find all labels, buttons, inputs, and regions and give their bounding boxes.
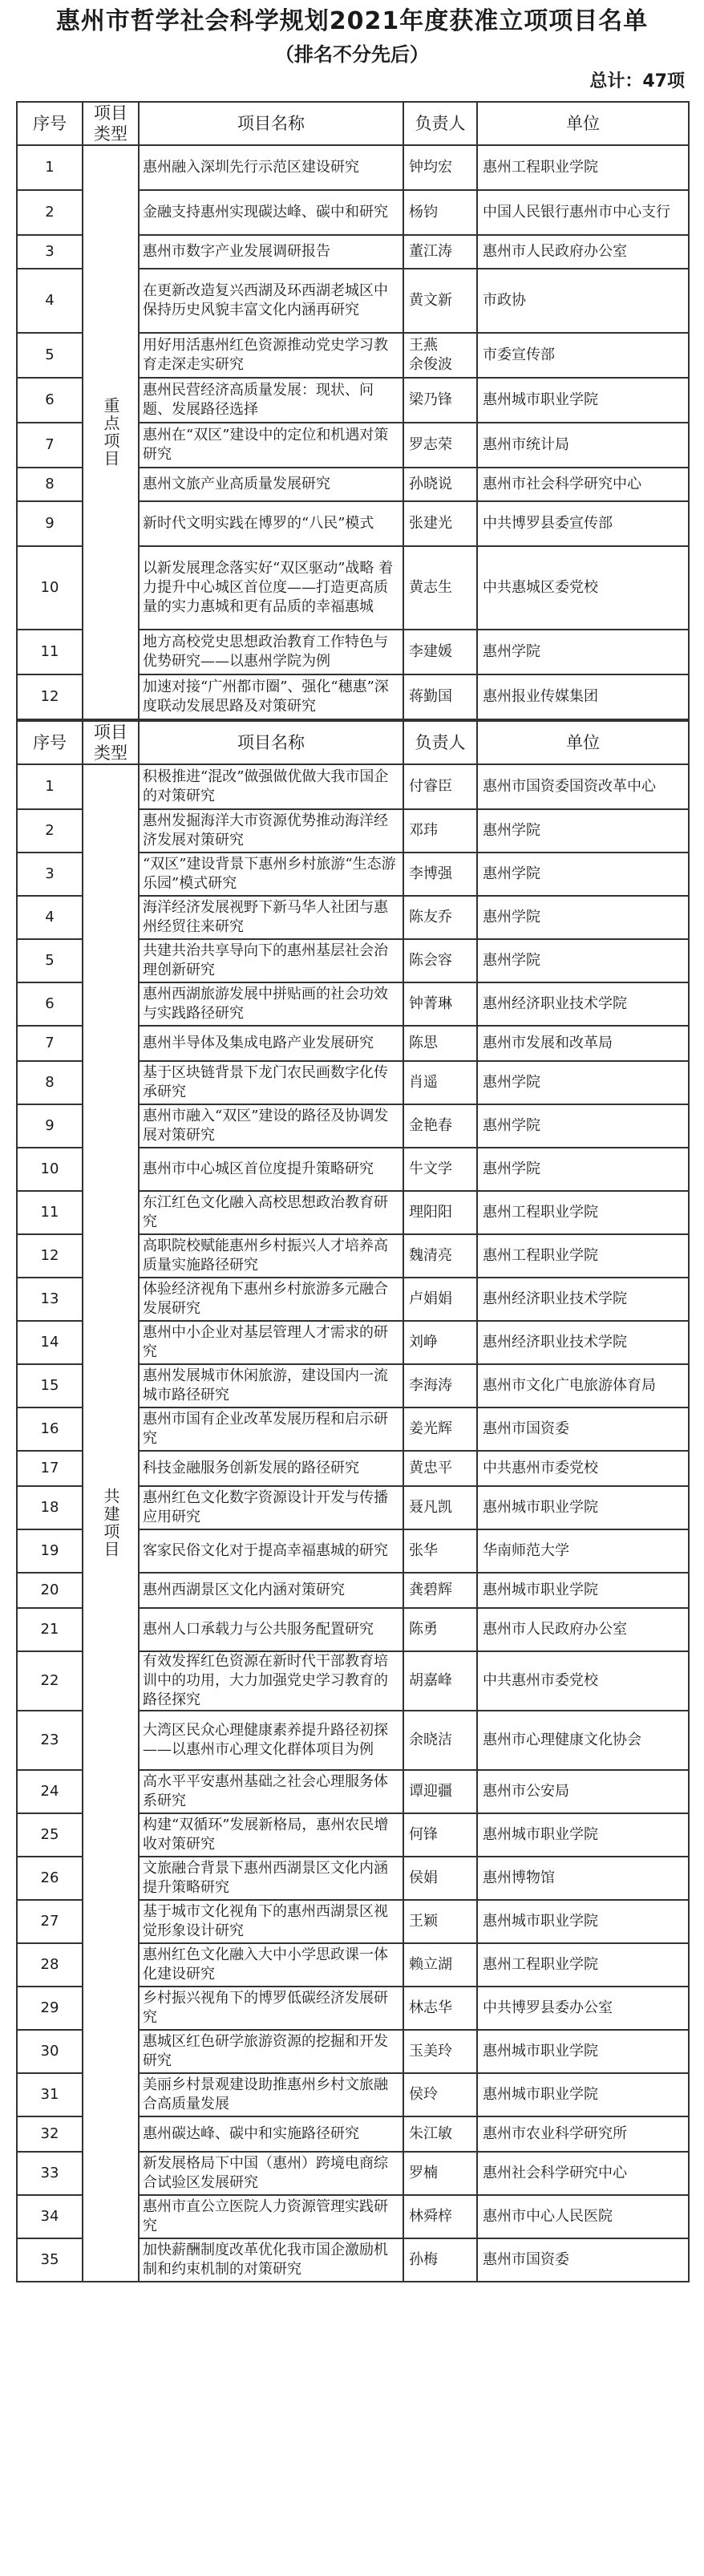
project-leader: 牛文学 <box>403 1148 477 1191</box>
project-leader: 黄志生 <box>403 546 477 630</box>
project-unit: 惠州城市职业学院 <box>477 1900 689 1943</box>
project-unit: 惠州博物馆 <box>477 1857 689 1900</box>
project-name: 科技金融服务创新发展的路径研究 <box>139 1451 403 1486</box>
col-header-name: 项目名称 <box>139 102 403 145</box>
table-header-row <box>17 102 689 145</box>
project-name: 美丽乡村景观建设助推惠州乡村文旅融合高质量发展 <box>139 2073 403 2116</box>
project-unit: 惠州学院 <box>477 1061 689 1104</box>
row-number: 1 <box>17 764 83 809</box>
row-number: 7 <box>17 423 83 468</box>
row-number: 27 <box>17 1900 83 1943</box>
project-leader: 卢娟娟 <box>403 1278 477 1321</box>
table-row <box>17 145 689 190</box>
project-leader: 金艳春 <box>403 1104 477 1148</box>
project-leader: 李建媛 <box>403 630 477 674</box>
key-projects-table <box>16 101 690 720</box>
row-number: 19 <box>17 1529 83 1573</box>
row-number: 4 <box>17 269 83 333</box>
project-unit: 惠州市文化广电旅游体育局 <box>477 1364 689 1407</box>
col-header-unit: 单位 <box>477 721 689 764</box>
row-number: 32 <box>17 2116 83 2152</box>
row-number: 10 <box>17 1148 83 1191</box>
row-number: 1 <box>17 145 83 190</box>
row-number: 3 <box>17 235 83 269</box>
project-name: 惠州在“双区”建设中的定位和机遇对策研究 <box>139 423 403 468</box>
col-header-person: 负责人 <box>403 721 477 764</box>
project-unit: 惠州经济职业技术学院 <box>477 982 689 1026</box>
row-number: 35 <box>17 2238 83 2282</box>
row-number: 15 <box>17 1364 83 1407</box>
row-number: 28 <box>17 1943 83 1987</box>
project-leader: 王颖 <box>403 1900 477 1943</box>
project-unit: 惠州社会科学研究中心 <box>477 2152 689 2195</box>
project-leader: 陈友乔 <box>403 896 477 939</box>
project-unit: 惠州市社会科学研究中心 <box>477 468 689 501</box>
project-name: 惠州市国有企业改革发展历程和启示研究 <box>139 1407 403 1451</box>
row-number: 7 <box>17 1026 83 1061</box>
project-unit: 惠州市国资委 <box>477 2238 689 2282</box>
project-name: 惠州市中心城区首位度提升策略研究 <box>139 1148 403 1191</box>
project-unit: 惠州学院 <box>477 630 689 674</box>
project-leader: 李海涛 <box>403 1364 477 1407</box>
project-leader: 罗志荣 <box>403 423 477 468</box>
project-name: 高水平平安惠州基础之社会心理服务体系研究 <box>139 1770 403 1813</box>
project-name: 乡村振兴视角下的博罗低碳经济发展研究 <box>139 1987 403 2030</box>
project-name: 惠州融入深圳先行示范区建设研究 <box>139 145 403 190</box>
project-unit: 惠州工程职业学院 <box>477 1943 689 1987</box>
project-unit: 惠州市心理健康文化协会 <box>477 1711 689 1770</box>
row-number: 16 <box>17 1407 83 1451</box>
col-header-person: 负责人 <box>403 102 477 145</box>
project-name: 新发展格局下中国（惠州）跨境电商综合试验区发展研究 <box>139 2152 403 2195</box>
project-name: 惠州人口承载力与公共服务配置研究 <box>139 1608 403 1651</box>
row-number: 8 <box>17 468 83 501</box>
project-unit: 惠州工程职业学院 <box>477 145 689 190</box>
project-unit: 惠州学院 <box>477 896 689 939</box>
project-unit: 惠州市国资委国资改革中心 <box>477 764 689 809</box>
row-number: 18 <box>17 1486 83 1529</box>
row-number: 3 <box>17 853 83 896</box>
project-unit: 中国人民银行惠州市中心支行 <box>477 190 689 235</box>
project-name: 惠州西湖旅游发展中拼贴画的社会功效与实践路径研究 <box>139 982 403 1026</box>
project-unit: 惠州市人民政府办公室 <box>477 235 689 269</box>
project-unit: 惠州市国资委 <box>477 1407 689 1451</box>
row-number: 17 <box>17 1451 83 1486</box>
project-unit: 惠州学院 <box>477 809 689 853</box>
row-number: 14 <box>17 1321 83 1364</box>
project-leader: 张华 <box>403 1529 477 1573</box>
row-number: 21 <box>17 1608 83 1651</box>
project-type-cell: 重点项目 <box>83 145 139 719</box>
project-leader: 蒋勤国 <box>403 674 477 719</box>
project-name: 惠州红色文化数字资源设计开发与传播应用研究 <box>139 1486 403 1529</box>
project-unit: 惠州学院 <box>477 1104 689 1148</box>
row-number: 26 <box>17 1857 83 1900</box>
project-unit: 中共惠州市委党校 <box>477 1651 689 1711</box>
document-subtitle: （排名不分先后） <box>275 43 429 66</box>
row-number: 11 <box>17 1191 83 1234</box>
project-name: 大湾区民众心理健康素养提升路径初探——以惠州市心理文化群体项目为例 <box>139 1711 403 1770</box>
row-number: 31 <box>17 2073 83 2116</box>
project-leader: 刘峥 <box>403 1321 477 1364</box>
project-name: 加快薪酬制度改革优化我市国企激励机制和约束机制的对策研究 <box>139 2238 403 2282</box>
project-unit: 惠州市农业科学研究所 <box>477 2116 689 2152</box>
project-leader: 邓玮 <box>403 809 477 853</box>
project-name: 体验经济视角下惠州乡村旅游多元融合发展研究 <box>139 1278 403 1321</box>
project-name: 积极推进“混改”做强做优做大我市国企的对策研究 <box>139 764 403 809</box>
project-leader: 侯娟 <box>403 1857 477 1900</box>
project-name: 共建共治共享导向下的惠州基层社会治理创新研究 <box>139 939 403 982</box>
project-unit: 中共惠州市委党校 <box>477 1451 689 1486</box>
table-header-row <box>17 721 689 764</box>
project-unit: 惠州市人民政府办公室 <box>477 1608 689 1651</box>
project-unit: 惠州学院 <box>477 1148 689 1191</box>
project-unit: 惠州工程职业学院 <box>477 1234 689 1278</box>
project-name: 惠州发展城市休闲旅游，建设国内一流城市路径研究 <box>139 1364 403 1407</box>
project-name: 金融支持惠州实现碳达峰、碳中和研究 <box>139 190 403 235</box>
project-unit: 惠州城市职业学院 <box>477 378 689 423</box>
project-leader: 陈会容 <box>403 939 477 982</box>
project-unit: 中共惠城区委党校 <box>477 546 689 630</box>
project-leader: 钟均宏 <box>403 145 477 190</box>
project-leader: 龚碧辉 <box>403 1573 477 1608</box>
project-leader: 余晓洁 <box>403 1711 477 1770</box>
project-leader: 何锋 <box>403 1813 477 1857</box>
project-name: 惠州市数字产业发展调研报告 <box>139 235 403 269</box>
project-leader: 钟菁琳 <box>403 982 477 1026</box>
project-name: 新时代文明实践在博罗的“八民”模式 <box>139 501 403 546</box>
project-name: 基于区块链背景下龙门农民画数字化传承研究 <box>139 1061 403 1104</box>
project-unit: 惠州城市职业学院 <box>477 1813 689 1857</box>
project-name: 构建“双循环”发展新格局，惠州农民增收对策研究 <box>139 1813 403 1857</box>
project-name: 惠州碳达峰、碳中和实施路径研究 <box>139 2116 403 2152</box>
project-unit: 中共博罗县委办公室 <box>477 1987 689 2030</box>
col-header-unit: 单位 <box>477 102 689 145</box>
row-number: 20 <box>17 1573 83 1608</box>
project-unit: 惠州学院 <box>477 853 689 896</box>
project-unit: 惠州城市职业学院 <box>477 1486 689 1529</box>
row-number: 13 <box>17 1278 83 1321</box>
project-unit: 市政协 <box>477 269 689 333</box>
project-unit: 惠州经济职业技术学院 <box>477 1321 689 1364</box>
project-leader: 李博强 <box>403 853 477 896</box>
project-type-cell: 共建项目 <box>83 764 139 2282</box>
col-header-no: 序号 <box>17 721 83 764</box>
project-name: 客家民俗文化对于提高幸福惠城的研究 <box>139 1529 403 1573</box>
project-leader: 王燕 余俊波 <box>403 333 477 378</box>
project-unit: 惠州报业传媒集团 <box>477 674 689 719</box>
row-number: 4 <box>17 896 83 939</box>
row-number: 2 <box>17 809 83 853</box>
project-name: 惠州民营经济高质量发展：现状、问题、发展路径选择 <box>139 378 403 423</box>
project-leader: 玉美玲 <box>403 2030 477 2073</box>
joint-projects-body <box>17 764 689 2282</box>
project-name: 惠州文旅产业高质量发展研究 <box>139 468 403 501</box>
project-name: 高职院校赋能惠州乡村振兴人才培养高质量实施路径研究 <box>139 1234 403 1278</box>
row-number: 9 <box>17 1104 83 1148</box>
row-number: 25 <box>17 1813 83 1857</box>
row-number: 12 <box>17 674 83 719</box>
project-unit: 华南师范大学 <box>477 1529 689 1573</box>
project-leader: 孙晓说 <box>403 468 477 501</box>
project-name: 惠城区红色研学旅游资源的挖掘和开发研究 <box>139 2030 403 2073</box>
total-count: 总计：47项 <box>589 71 685 91</box>
row-number: 23 <box>17 1711 83 1770</box>
row-number: 8 <box>17 1061 83 1104</box>
project-leader: 谭迎疆 <box>403 1770 477 1813</box>
project-leader: 付睿臣 <box>403 764 477 809</box>
project-leader: 梁乃锋 <box>403 378 477 423</box>
row-number: 9 <box>17 501 83 546</box>
row-number: 6 <box>17 378 83 423</box>
row-number: 10 <box>17 546 83 630</box>
project-unit: 惠州学院 <box>477 939 689 982</box>
project-name: 惠州发掘海洋大市资源优势推动海洋经济发展对策研究 <box>139 809 403 853</box>
project-unit: 惠州城市职业学院 <box>477 2030 689 2073</box>
project-name: 基于城市文化视角下的惠州西湖景区视觉形象设计研究 <box>139 1900 403 1943</box>
project-leader: 聂凡凯 <box>403 1486 477 1529</box>
project-unit: 惠州经济职业技术学院 <box>477 1278 689 1321</box>
project-leader: 胡嘉峰 <box>403 1651 477 1711</box>
project-leader: 罗楠 <box>403 2152 477 2195</box>
project-name: 地方高校党史思想政治教育工作特色与优势研究——以惠州学院为例 <box>139 630 403 674</box>
project-unit: 惠州城市职业学院 <box>477 1573 689 1608</box>
project-name: 用好用活惠州红色资源推动党史学习教育走深走实研究 <box>139 333 403 378</box>
project-unit: 惠州工程职业学院 <box>477 1191 689 1234</box>
project-name: 惠州西湖景区文化内涵对策研究 <box>139 1573 403 1608</box>
project-name: 文旅融合背景下惠州西湖景区文化内涵提升策略研究 <box>139 1857 403 1900</box>
row-number: 29 <box>17 1987 83 2030</box>
project-leader: 赖立湖 <box>403 1943 477 1987</box>
project-leader: 黄忠平 <box>403 1451 477 1486</box>
row-number: 22 <box>17 1651 83 1711</box>
project-leader: 林舜梓 <box>403 2195 477 2238</box>
col-header-type: 项目类型 <box>83 721 139 764</box>
project-name: 惠州市直公立医院人力资源管理实践研究 <box>139 2195 403 2238</box>
project-leader: 理阳阳 <box>403 1191 477 1234</box>
project-leader: 陈勇 <box>403 1608 477 1651</box>
col-header-type: 项目类型 <box>83 102 139 145</box>
project-unit: 惠州市统计局 <box>477 423 689 468</box>
project-name: 有效发挥红色资源在新时代干部教育培训中的功用，大力加强党史学习教育的路径探究 <box>139 1651 403 1711</box>
project-unit: 市委宣传部 <box>477 333 689 378</box>
row-number: 24 <box>17 1770 83 1813</box>
project-unit: 惠州市发展和改革局 <box>477 1026 689 1061</box>
row-number: 33 <box>17 2152 83 2195</box>
project-leader: 侯玲 <box>403 2073 477 2116</box>
project-name: 惠州市融入“双区”建设的路径及协调发展对策研究 <box>139 1104 403 1148</box>
key-projects-body <box>17 145 689 719</box>
document-title: 惠州市哲学社会科学规划2021年度获准立项项目名单 <box>55 7 649 35</box>
col-header-name: 项目名称 <box>139 721 403 764</box>
project-name: 在更新改造复兴西湖及环西湖老城区中保持历史风貌丰富文化内涵再研究 <box>139 269 403 333</box>
project-leader: 张建光 <box>403 501 477 546</box>
row-number: 6 <box>17 982 83 1026</box>
row-number: 30 <box>17 2030 83 2073</box>
row-number: 34 <box>17 2195 83 2238</box>
project-leader: 姜光辉 <box>403 1407 477 1451</box>
project-leader: 黄文新 <box>403 269 477 333</box>
project-leader: 董江涛 <box>403 235 477 269</box>
row-number: 11 <box>17 630 83 674</box>
project-leader: 魏清亮 <box>403 1234 477 1278</box>
project-name: 海洋经济发展视野下新马华人社团与惠州经贸往来研究 <box>139 896 403 939</box>
project-unit: 中共博罗县委宣传部 <box>477 501 689 546</box>
project-name: 东江红色文化融入高校思想政治教育研究 <box>139 1191 403 1234</box>
project-name: 惠州中小企业对基层管理人才需求的研究 <box>139 1321 403 1364</box>
col-header-no: 序号 <box>17 102 83 145</box>
project-unit: 惠州市公安局 <box>477 1770 689 1813</box>
row-number: 5 <box>17 939 83 982</box>
project-name: 惠州半导体及集成电路产业发展研究 <box>139 1026 403 1061</box>
row-number: 2 <box>17 190 83 235</box>
project-unit: 惠州城市职业学院 <box>477 2073 689 2116</box>
project-leader: 孙梅 <box>403 2238 477 2282</box>
project-name: “双区”建设背景下惠州乡村旅游“生态游乐园”模式研究 <box>139 853 403 896</box>
project-leader: 朱江敏 <box>403 2116 477 2152</box>
project-unit: 惠州市中心人民医院 <box>477 2195 689 2238</box>
joint-projects-table <box>16 720 690 2282</box>
project-leader: 陈思 <box>403 1026 477 1061</box>
project-name: 以新发展理念落实好“双区驱动”战略 着力提升中心城区首位度——打造更高质量的实力惠城和更有品质的幸福惠城 <box>139 546 403 630</box>
project-leader: 杨钧 <box>403 190 477 235</box>
project-name: 加速对接“广州都市圈”、强化“穗惠”深度联动发展思路及对策研究 <box>139 674 403 719</box>
table-row <box>17 764 689 809</box>
row-number: 5 <box>17 333 83 378</box>
row-number: 12 <box>17 1234 83 1278</box>
project-name: 惠州红色文化融入大中小学思政课一体化建设研究 <box>139 1943 403 1987</box>
project-leader: 林志华 <box>403 1987 477 2030</box>
project-leader: 肖遥 <box>403 1061 477 1104</box>
